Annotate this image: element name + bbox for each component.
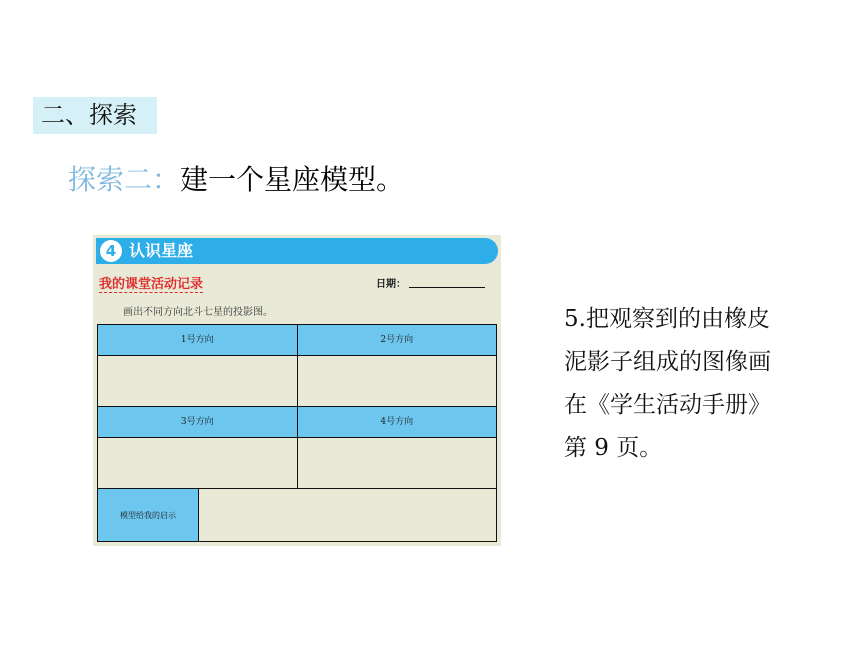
insight-answer-area bbox=[198, 489, 496, 541]
projection-table bbox=[97, 324, 497, 542]
instruction-line: 泥影子组成的图像画 bbox=[564, 349, 771, 375]
direction-1-drawing-area bbox=[98, 356, 297, 406]
explore-heading bbox=[68, 160, 404, 200]
table-header-row bbox=[98, 325, 496, 356]
explore-task: 建一个星座模型。 bbox=[180, 163, 405, 196]
date-blank-line bbox=[409, 287, 485, 288]
insight-label: 模型给我的启示 bbox=[98, 489, 198, 541]
insight-row bbox=[98, 489, 496, 541]
worksheet-title: 认识星座 bbox=[129, 241, 194, 260]
worksheet-image bbox=[93, 235, 501, 546]
worksheet-instruction: 画出不同方向北斗七星的投影图。 bbox=[123, 307, 273, 318]
instruction-line: 第 9 页。 bbox=[564, 435, 663, 461]
direction-2-header: 2号方向 bbox=[297, 325, 497, 355]
date-label: 日期： bbox=[376, 279, 406, 290]
explore-lead: 探索二： bbox=[68, 163, 181, 196]
direction-3-drawing-area bbox=[98, 438, 297, 488]
instruction-line: 5.把观察到的由橡皮 bbox=[564, 306, 770, 332]
direction-4-drawing-area bbox=[297, 438, 497, 488]
record-title: 我的课堂活动记录 bbox=[99, 273, 203, 293]
table-row bbox=[98, 356, 496, 407]
table-header-row bbox=[98, 407, 496, 438]
table-row bbox=[98, 438, 496, 489]
direction-3-header: 3号方向 bbox=[98, 407, 297, 437]
direction-2-drawing-area bbox=[297, 356, 497, 406]
worksheet-banner bbox=[96, 238, 498, 264]
worksheet-number-badge: 4 bbox=[100, 240, 122, 262]
direction-1-header: 1号方向 bbox=[98, 325, 297, 355]
section-tag: 二、探索 bbox=[33, 97, 157, 134]
instruction-text bbox=[564, 298, 814, 470]
instruction-line: 在《学生活动手册》 bbox=[564, 392, 771, 418]
direction-4-header: 4号方向 bbox=[297, 407, 497, 437]
